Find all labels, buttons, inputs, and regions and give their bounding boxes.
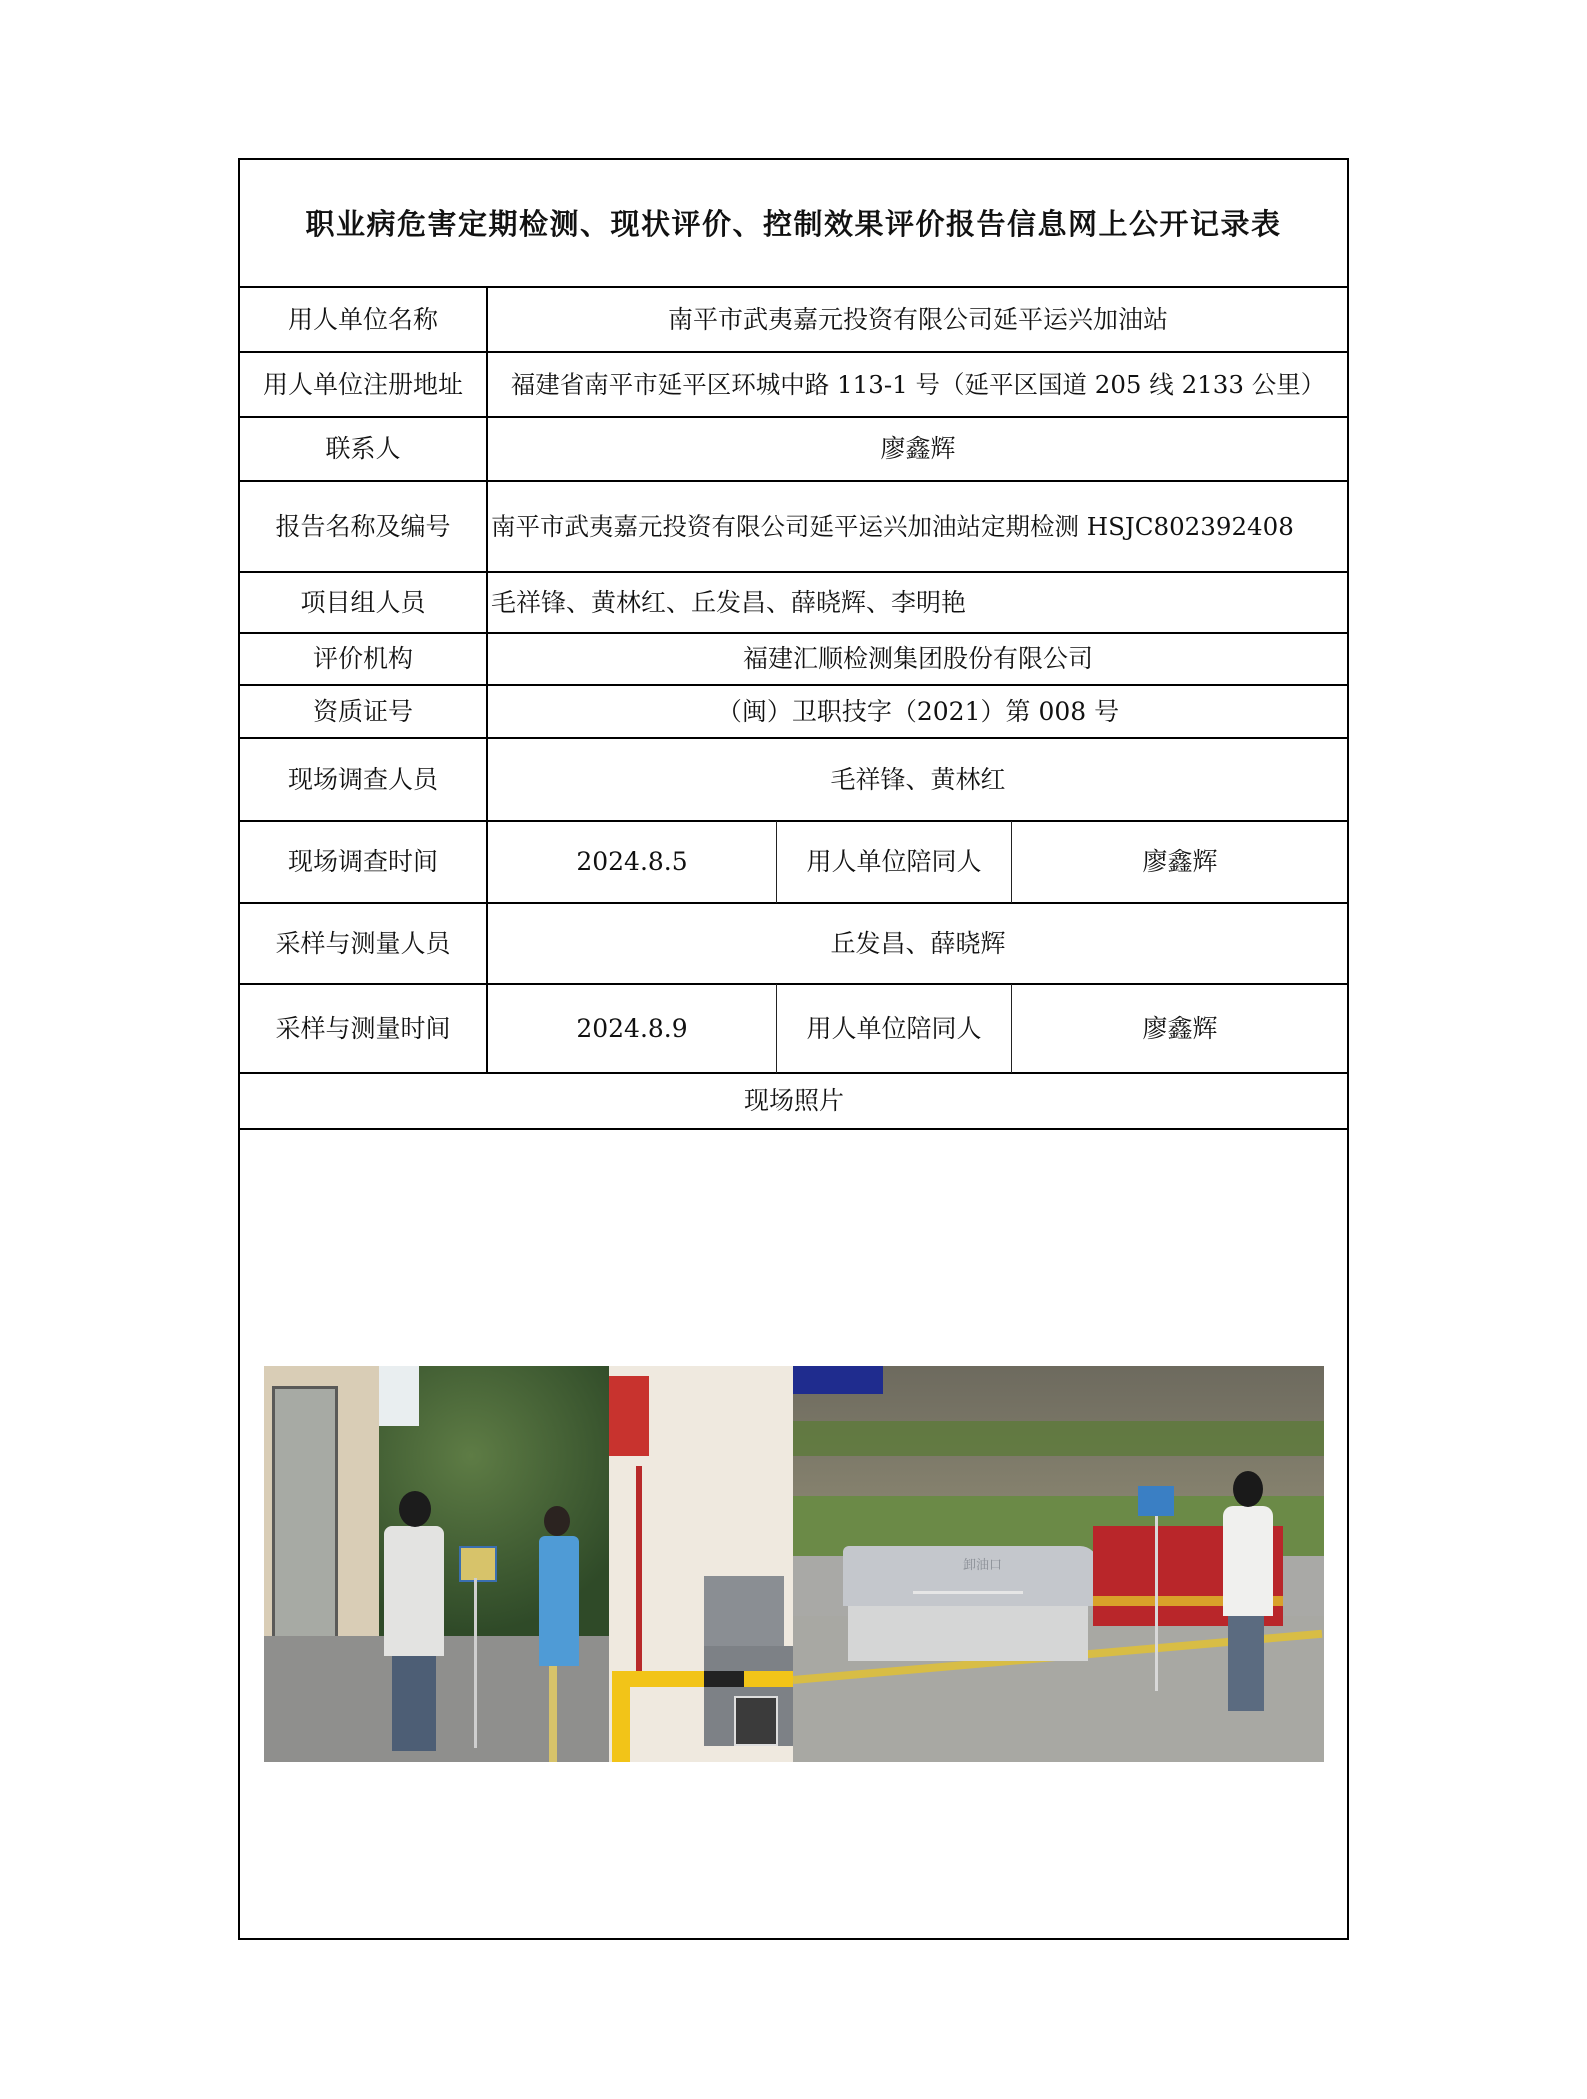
site-photos-header: 现场照片 [743,1086,844,1115]
label-site-survey-date: 现场调查时间 [287,847,438,876]
value-survey-escort: 廖鑫辉 [1142,847,1218,876]
label-sampling-escort: 用人单位陪同人 [806,1013,982,1043]
label-employer-name: 用人单位名称 [287,304,438,334]
value-project-team: 毛祥锋、黄林红、丘发昌、薛晓辉、李明艳 [491,587,967,617]
site-photo-2 [793,1366,1324,1762]
value-sampling-staff: 丘发昌、薛晓辉 [830,928,1006,958]
value-contact-person: 廖鑫辉 [880,434,956,463]
label-survey-escort: 用人单位陪同人 [806,847,982,876]
label-contact-person: 联系人 [325,434,401,463]
label-site-survey-staff: 现场调查人员 [287,764,438,794]
label-qualification-number: 资质证号 [312,696,413,726]
label-evaluation-agency: 评价机构 [312,644,413,673]
value-evaluation-agency: 福建汇顺检测集团股份有限公司 [742,644,1093,673]
label-project-team: 项目组人员 [300,587,426,617]
value-qualification-number: （闽）卫职技字（2021）第 008 号 [716,696,1120,726]
unloading-port-label: 卸油口 [963,1558,1003,1573]
value-site-survey-staff: 毛祥锋、黄林红 [830,764,1006,794]
label-report-name: 报告名称及编号 [275,511,451,541]
document-title: 职业病危害定期检测、现状评价、控制效果评价报告信息网上公开记录表 [305,207,1282,241]
value-site-survey-date: 2024.8.5 [576,847,688,876]
value-sampling-escort: 廖鑫辉 [1142,1013,1218,1043]
label-sampling-date: 采样与测量时间 [275,1013,451,1043]
site-photo-1 [264,1366,793,1762]
value-registered-address: 福建省南平市延平区环城中路 113-1 号（延平区国道 205 线 2133 公里） [510,369,1326,399]
value-sampling-date: 2024.8.9 [576,1013,688,1043]
row-divider [238,1128,1349,1130]
label-sampling-staff: 采样与测量人员 [275,928,451,958]
value-report-name: 南平市武夷嘉元投资有限公司延平运兴加油站定期检测 HSJC802392408 [491,511,1294,541]
value-employer-name: 南平市武夷嘉元投资有限公司延平运兴加油站 [667,304,1168,334]
label-registered-address: 用人单位注册地址 [262,369,463,399]
